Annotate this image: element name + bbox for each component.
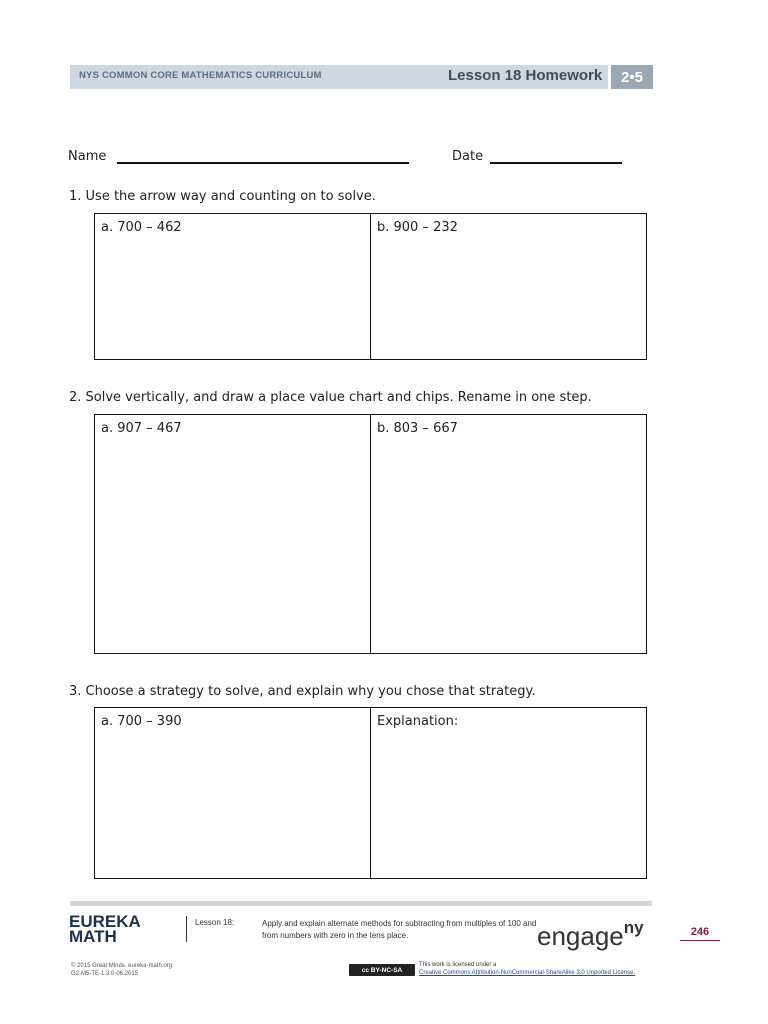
problem-3-prompt: 3. Choose a strategy to solve, and explain why you chose that strategy. [69,684,536,699]
problem-1a-label: a. 700 – 462 [101,220,182,235]
problem-2a-label: a. 907 – 467 [101,421,182,436]
grade-module-badge: 2•5 [611,65,653,89]
copyright [71,962,172,978]
box-divider [370,415,371,653]
lesson-title: Lesson 18 Homework [448,67,603,84]
logo-line-1: EUREKA [69,912,141,931]
license-link[interactable]: Creative Commons Attribution-NonCommercial-ShareAlike 3.0 Unported License. [419,970,636,976]
explanation-label: Explanation: [377,714,459,729]
footer-lesson-description: Apply and explain alternate methods for subtracting from multiples of 100 and from numbers with zero in the tens place. [262,919,537,940]
cc-license-icon: cc BY-NC-SA [349,964,415,976]
eureka-math-logo [69,914,141,944]
name-field[interactable] [117,162,409,164]
problem-3a-label: a. 700 – 390 [101,714,182,729]
date-label: Date [452,149,484,164]
box-divider [370,214,371,359]
problem-1-prompt: 1. Use the arrow way and counting on to solve. [69,189,376,204]
name-label: Name [68,149,107,164]
footer-separator [186,916,187,942]
problem-2-answer-box [94,414,647,654]
footer-rule [70,901,652,906]
box-divider [370,708,371,878]
problem-1b-label: b. 900 – 232 [377,220,458,235]
problem-2b-label: b. 803 – 667 [377,421,458,436]
page-number: 246 [680,926,720,941]
license-text [419,961,635,977]
engageny-logo [537,918,644,952]
problem-1-answer-box [94,213,647,360]
problem-3-answer-box [94,707,647,879]
logo-line-2: MATH [69,927,117,946]
curriculum-label: NYS COMMON CORE MATHEMATICS CURRICULUM [79,70,322,81]
brand-superscript: ny [623,918,644,937]
brand-text: engage [537,921,624,951]
license-line-1: This work is licensed under a [419,962,497,968]
problem-2-prompt: 2. Solve vertically, and draw a place value chart and chips. Rename in one step. [69,390,592,405]
footer-lesson-label: Lesson 18: [195,918,235,927]
copyright-line-2: G2-M5-TE-1.3.0-06.2015 [71,971,139,977]
date-field[interactable] [490,162,622,164]
copyright-line-1: © 2015 Great Minds. eureka-math.org [71,963,173,969]
